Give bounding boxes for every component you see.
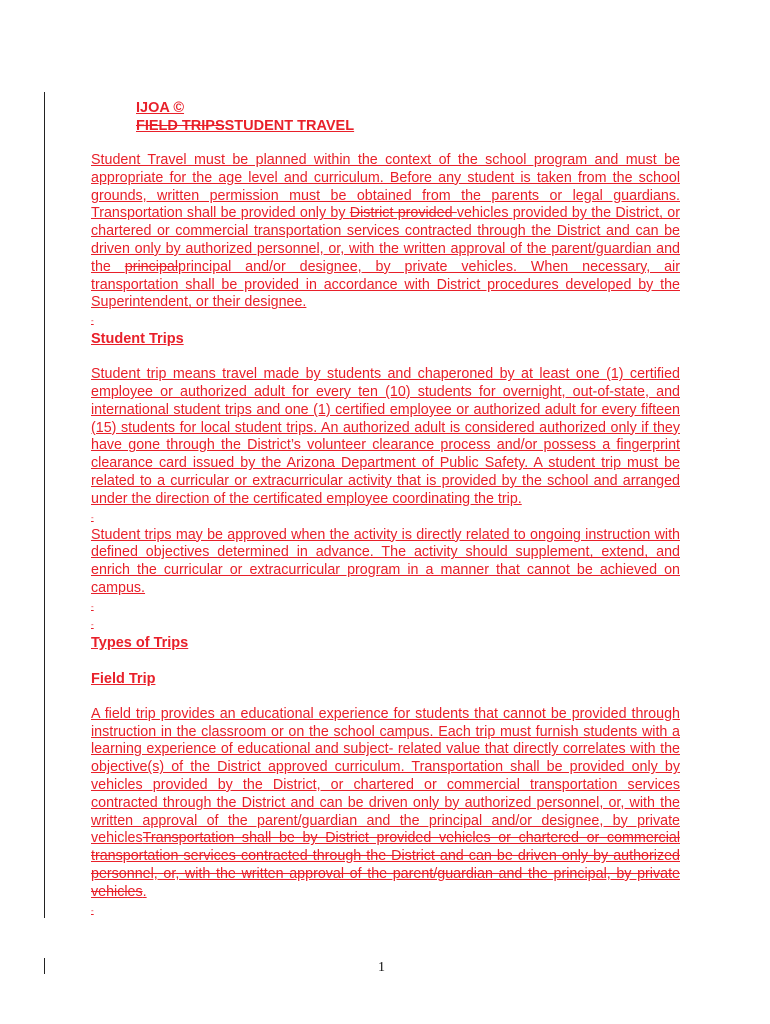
deleted-title: FIELD TRIPS <box>136 118 225 134</box>
section-heading-field-trip: Field Trip <box>91 670 156 687</box>
field-trip-period: . <box>142 883 147 900</box>
field-trip-inserted-text: A field trip provides an educational experience for students that cannot be provided through instruction in the classroom or on the school campus. Each trip must furnish students with a learning experience of educational and subject- related value that directly correlates with the objective(s) of the District approved curriculum. Transportation shall be provided only by vehicles provided by the District, or chartered or commercial transportation services contracted through the District and can be driven only by authorized personnel, or, with the written approval of the parent/guardian and the principal and/or designee, by private vehicles <box>91 705 680 847</box>
intro-deleted-1: District provided <box>349 205 457 222</box>
revision-change-bar <box>44 958 45 974</box>
revision-mark: - <box>91 619 94 629</box>
document-body <box>91 152 680 920</box>
section-heading-student-trips: Student Trips <box>91 331 184 348</box>
intro-text-1: Student Travel must be planned within the context of the school program and must be appropriate for the age level and curriculum. Before any student is taken from the school grounds, written permission must be obtained from the parents or legal guardians. Transportation shall be provided only by <box>91 152 680 222</box>
page-number: 1 <box>378 960 385 975</box>
policy-title <box>136 117 354 135</box>
field-trip-deleted-text: Transportation shall be by District provided vehicles or chartered or commercial transportation services contracted through the District and can be driven only by authorized personnel, or, with the written approval of the parent/guardian and the principal, by private vehicles <box>91 830 680 900</box>
student-trips-paragraph-1: Student trip means travel made by students and chaperoned by at least one (1) certified employee or authorized adult for every ten (10) students for overnight, out-of-state, and international student trips and one (1) certified employee or authorized adult for every fifteen (15) students for local student trips. An authorized adult is considered authorized only if they have gone through the District’s volunteer clearance process and/or possess a fingerprint clearance card issued by the Arizona Department of Public Safety. A student trip must be related to a curricular or extracurricular activity that is provided by the school and arranged under the direction of the certificated employee coordinating the trip. <box>91 366 680 507</box>
revision-mark: - <box>91 905 94 915</box>
org-mark: IJOA © <box>136 100 185 116</box>
section-heading-types-of-trips: Types of Trips <box>91 634 189 651</box>
inserted-title: STUDENT TRAVEL <box>224 118 355 134</box>
document-header <box>136 99 354 135</box>
revision-change-bar <box>44 92 45 918</box>
revision-mark: - <box>91 601 94 611</box>
revision-mark: - <box>91 316 94 326</box>
field-trip-paragraph <box>91 706 680 902</box>
student-trips-paragraph-2: Student trips may be approved when the activity is directly related to ongoing instruction with defined objectives determined in advance. The activity should supplement, extend, and enrich the curricular or extracurricular program in a manner that cannot be achieved on campus. <box>91 526 680 596</box>
intro-text-2: vehicles provided by the District, or chartered or commercial transportation services contracted through the District and can be driven only by authorized personnel, or, with the written approval of the parent/guardian and the <box>91 205 680 275</box>
intro-paragraph <box>91 152 680 312</box>
revision-mark: - <box>91 512 94 522</box>
intro-text-3: principal and/or designee, by private vehicles. When necessary, air transportation shall be provided in accordance with District procedures developed by the Superintendent, or their designee. <box>91 258 680 311</box>
intro-deleted-2: principal <box>124 258 179 275</box>
